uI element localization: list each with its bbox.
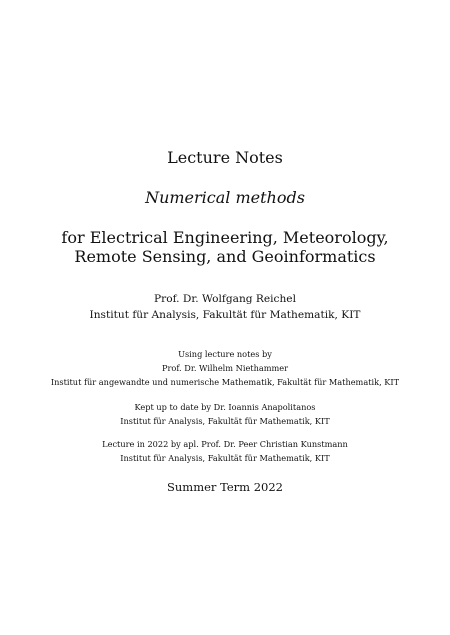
lecture-2022: Lecture in 2022 by apl. Prof. Dr. Peer Christian Kunstmann [102, 439, 348, 449]
lecture-2022-affiliation: Institut für Analysis, Fakultät für Mathematik, KIT [120, 453, 330, 463]
lecture-notes-affiliation: Institut für angewandte und numerische Mathematik, Fakultät für Mathematik, KIT [50, 377, 400, 387]
author-name: Prof. Dr. Wolfgang Reichel [154, 293, 296, 305]
subtitle-line-2: Remote Sensing, and Geoinformatics [74, 247, 376, 266]
author-affiliation: Institut für Analysis, Fakultät für Mathematik, KIT [89, 309, 361, 321]
updated-affiliation: Institut für Analysis, Fakultät für Mathematik, KIT [120, 416, 330, 426]
subtitle-line-1: for Electrical Engineering, Meteorology, [61, 228, 389, 247]
lecture-notes-name: Prof. Dr. Wilhelm Niethammer [161, 363, 289, 373]
course-title: Numerical methods [145, 188, 305, 207]
term: Summer Term 2022 [167, 480, 283, 494]
lecture-notes-intro: Using lecture notes by [178, 349, 272, 359]
updated-by: Kept up to date by Dr. Ioannis Anapolitanos [134, 402, 316, 412]
heading: Lecture Notes [167, 148, 283, 167]
